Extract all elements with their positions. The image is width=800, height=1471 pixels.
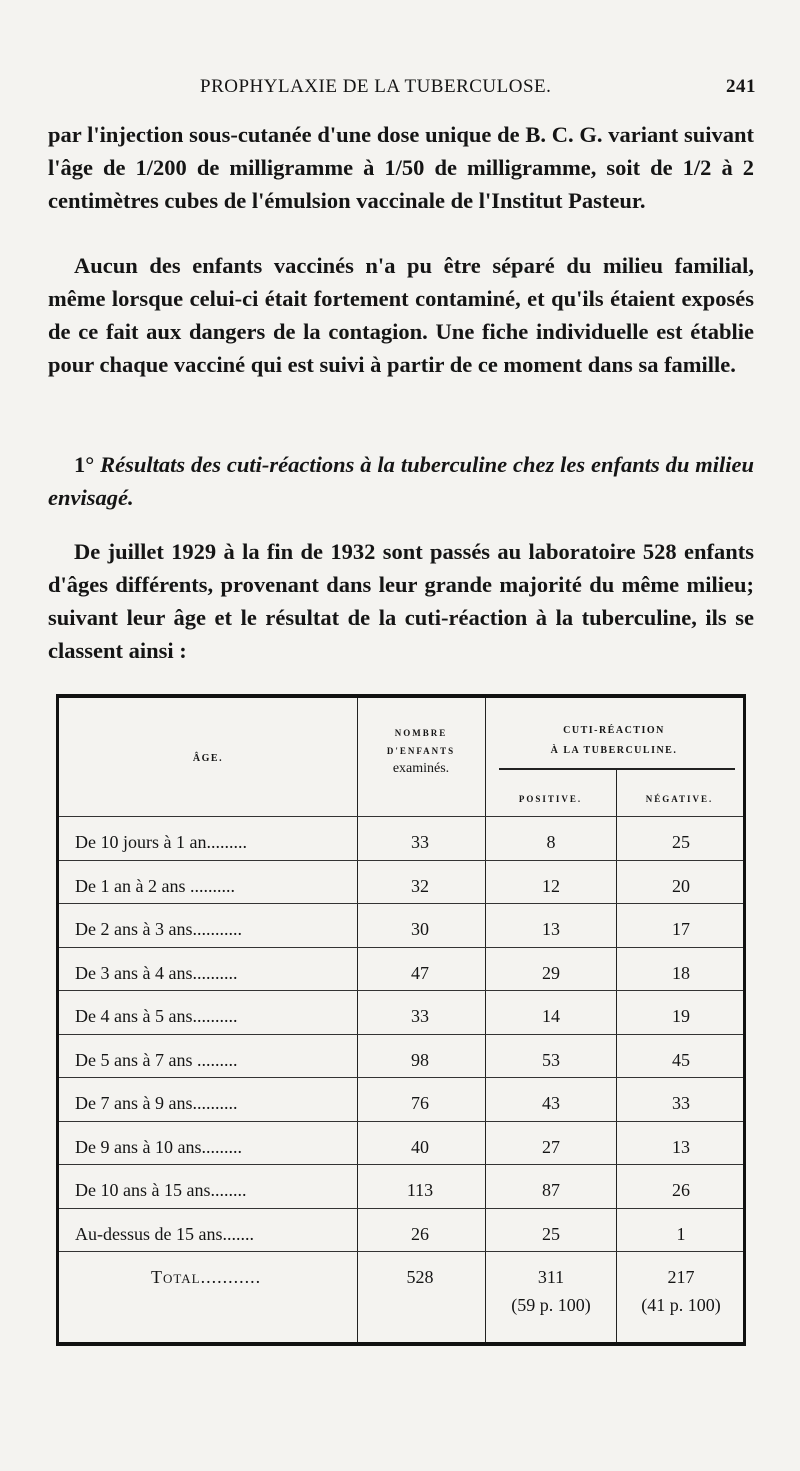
header-cuti-2: À LA TUBERCULINE. — [550, 745, 678, 756]
paragraph-2: Aucun des enfants vaccinés n'a pu être séparé du milieu familial, même lorsque celui-ci était fortement contaminé, et qu'ils étaient exposés de ce fait aux dangers de la contagion. Une fiche individuelle est établie pour chaque vacciné qui est suivi à partir de ce moment dans sa famille. — [48, 253, 754, 377]
paragraph-3: De juillet 1929 à la fin de 1932 sont passés au laboratoire 528 enfants d'âges différents, provenant dans leur grande majorité du même milieu; suivant leur âge et le résultat de la cuti-réaction à la tuberculine, ils se classent ainsi : — [48, 539, 754, 663]
row-rule — [59, 1121, 743, 1122]
total-examined: 528 — [406, 1267, 434, 1287]
row-rule — [59, 1034, 743, 1035]
age-cell: De 4 ans à 5 ans.......... — [75, 1006, 238, 1026]
age-cell: De 9 ans à 10 ans......... — [75, 1136, 242, 1157]
age-cell: De 7 ans à 9 ans.......... — [75, 1093, 238, 1113]
header-cuti-1: CUTI-RÉACTION — [563, 725, 665, 736]
positive-cell: 12 — [542, 875, 560, 896]
total-positive: 311 — [537, 1267, 565, 1287]
negative-cell: 20 — [672, 875, 690, 896]
total-negative-pct: (41 p. 100) — [641, 1295, 721, 1315]
age-cell: De 3 ans à 4 ans.......... — [75, 962, 238, 983]
examined-cell: 76 — [411, 1093, 429, 1113]
total-negative: 217 — [667, 1267, 695, 1287]
positive-cell: 43 — [542, 1093, 560, 1113]
negative-cell: 17 — [672, 919, 690, 939]
positive-cell: 87 — [542, 1180, 560, 1200]
negative-cell: 1 — [676, 1223, 686, 1244]
negative-cell: 18 — [672, 962, 690, 983]
row-rule — [59, 1251, 743, 1252]
row-rule — [59, 1208, 743, 1209]
positive-cell: 8 — [546, 832, 556, 852]
paragraph-1: par l'injection sous-cutanée d'une dose unique de B. C. G. variant suivant l'âge de 1/200 de milligramme à 1/50 de milligramme, soit de 1/2 à 2 centimètres cubes de l'émulsion vaccinale de l'Institut Pasteur. — [48, 122, 754, 213]
running-title: PROPHYLAXIE DE LA TUBERCULOSE. — [200, 76, 552, 97]
running-head — [200, 76, 756, 102]
total-label: Total........... — [151, 1267, 262, 1287]
section-heading-text: Résultats des cuti-réactions à la tuberculine chez les enfants du milieu envisagé. — [48, 452, 755, 510]
negative-cell: 25 — [672, 832, 690, 852]
row-rule — [59, 947, 743, 948]
positive-cell: 27 — [542, 1136, 560, 1157]
negative-cell: 13 — [672, 1136, 690, 1157]
row-rule — [59, 903, 743, 904]
header-examined-2: D'ENFANTS — [386, 746, 456, 756]
header-positive: POSITIVE. — [518, 794, 583, 804]
positive-cell: 14 — [542, 1006, 560, 1026]
negative-cell: 33 — [672, 1093, 690, 1113]
row-rule — [59, 860, 743, 861]
page-number: 241 — [726, 76, 756, 97]
examined-cell: 47 — [411, 962, 429, 983]
examined-cell: 26 — [411, 1223, 429, 1244]
section-heading — [48, 448, 754, 514]
positive-cell: 25 — [542, 1223, 560, 1244]
examined-cell: 98 — [411, 1049, 429, 1070]
examined-cell: 33 — [411, 1006, 429, 1026]
examined-cell: 32 — [411, 875, 429, 896]
total-positive-pct: (59 p. 100) — [511, 1295, 591, 1315]
age-cell: Au-dessus de 15 ans....... — [75, 1223, 254, 1244]
age-cell: De 1 an à 2 ans .......... — [75, 875, 235, 896]
negative-cell: 19 — [672, 1006, 690, 1026]
row-rule — [59, 1077, 743, 1078]
positive-cell: 13 — [542, 919, 560, 939]
header-examined-3: examinés. — [392, 761, 450, 776]
examined-cell: 33 — [411, 832, 429, 852]
row-rule — [59, 816, 743, 817]
header-examined-1: NOMBRE — [394, 728, 448, 738]
section-number: 1° — [74, 452, 95, 477]
row-rule — [59, 990, 743, 991]
age-cell: De 10 jours à 1 an......... — [75, 832, 247, 852]
header-age: ÂGE. — [192, 753, 224, 764]
results-table — [56, 694, 746, 1346]
age-cell: De 10 ans à 15 ans........ — [75, 1180, 247, 1200]
age-cell: De 2 ans à 3 ans........... — [75, 919, 242, 939]
positive-cell: 29 — [542, 962, 560, 983]
age-cell: De 5 ans à 7 ans ......... — [75, 1049, 238, 1070]
header-negative: NÉGATIVE. — [645, 794, 714, 804]
examined-cell: 40 — [411, 1136, 429, 1157]
examined-cell: 113 — [406, 1180, 434, 1200]
positive-cell: 53 — [542, 1049, 560, 1070]
examined-cell: 30 — [411, 919, 429, 939]
row-rule — [59, 1164, 743, 1165]
negative-cell: 26 — [672, 1180, 690, 1200]
negative-cell: 45 — [672, 1049, 690, 1070]
header-rule — [499, 768, 735, 770]
